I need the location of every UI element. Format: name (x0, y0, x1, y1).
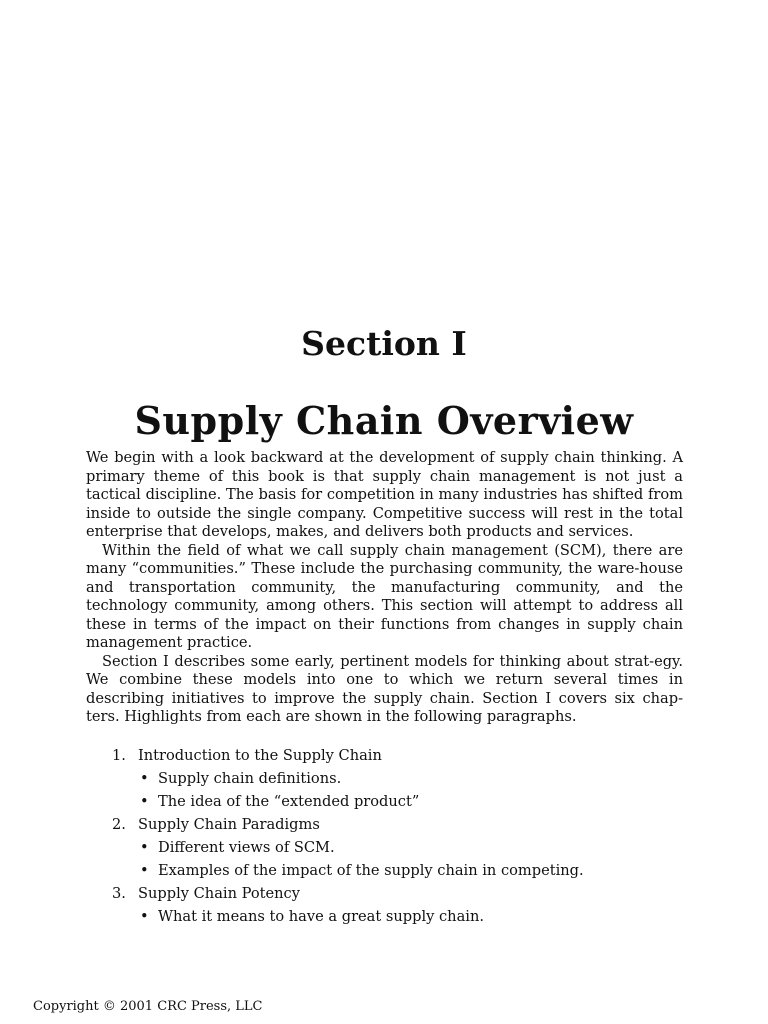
bullet-text: The idea of the “extended product” (158, 793, 420, 810)
chapter-number: 1. (112, 747, 126, 764)
bullet-item (140, 905, 672, 928)
section-label: Section I (301, 324, 467, 363)
paragraph-section-overview: Section I describes some early, pertinent models for thinking about strat-egy. We combine these models into one to which we return several times in describing initiatives to improve the supply chain. Section I covers six chap-ters. Highlights from each are shown in the following paragraphs. (86, 652, 683, 725)
bullet-text: Supply chain definitions. (158, 770, 342, 787)
chapter-item (112, 882, 672, 928)
section-title: Supply Chain Overview (134, 398, 634, 443)
chapter-item (112, 744, 672, 813)
bullet-icon: • (140, 862, 149, 879)
bullet-icon: • (140, 793, 149, 810)
body-text (86, 449, 683, 727)
chapter-list (112, 744, 672, 928)
bullet-text: What it means to have a great supply chain. (158, 908, 484, 925)
bullet-text: Examples of the impact of the supply chain in competing. (158, 862, 584, 879)
bullet-icon: • (140, 839, 149, 856)
paragraph-communities: Within the field of what we call supply chain management (SCM), there are many “communities.” These include the purchasing community, the ware-house and transportation community, the manufacturing community, and the technology community, among others. This section will attempt to address all these in terms of the impact on their functions from changes in supply chain management practice. (86, 541, 683, 651)
chapter-title: Introduction to the Supply Chain (138, 747, 382, 764)
chapter-bullets (112, 836, 672, 882)
copyright-footer: Copyright © 2001 CRC Press, LLC (33, 999, 263, 1014)
bullet-item (140, 859, 672, 882)
chapter-bullets (112, 767, 672, 813)
bullet-icon: • (140, 908, 149, 925)
chapter-number: 3. (112, 885, 126, 902)
paragraph-intro: We begin with a look backward at the development of supply chain thinking. A primary theme of this book is that supply chain management is not just a tactical discipline. The basis for competition in many industries has shifted from inside to outside the single company. Competitive success will rest in the total enterprise that develops, makes, and delivers both products and services. (86, 449, 683, 540)
chapter-title: Supply Chain Potency (138, 885, 300, 902)
chapter-title: Supply Chain Paradigms (138, 816, 320, 833)
bullet-item (140, 767, 672, 790)
chapter-number: 2. (112, 816, 126, 833)
bullet-item (140, 836, 672, 859)
bullet-text: Different views of SCM. (158, 839, 335, 856)
bullet-item (140, 790, 672, 813)
bullet-icon: • (140, 770, 149, 787)
chapter-bullets (112, 905, 672, 928)
chapter-item (112, 813, 672, 882)
